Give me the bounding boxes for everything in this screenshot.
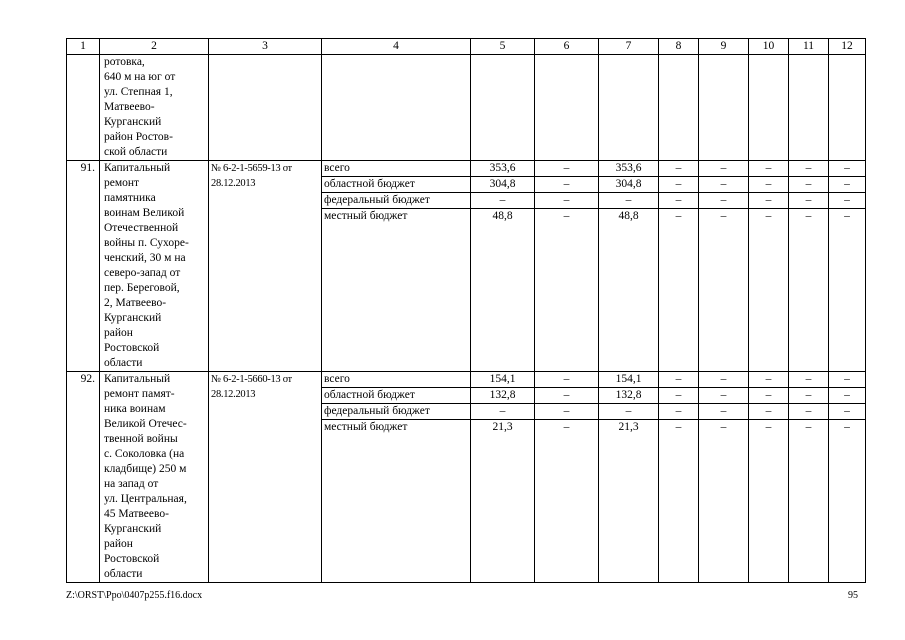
- amount-cell: –: [599, 404, 659, 420]
- text-line: кладбище) 250 м: [104, 463, 187, 475]
- amount-cell: 48,8: [471, 209, 535, 372]
- text-line: ул. Центральная,: [104, 493, 187, 505]
- file-path: Z:\ORST\Ppo\0407p255.f16.docx: [66, 590, 203, 601]
- text-line: 45 Матвеево-: [104, 508, 169, 520]
- text-line: 28.12.2013: [211, 389, 256, 400]
- amount-cell: –: [789, 177, 829, 193]
- text-line: Капитальный: [104, 373, 171, 385]
- amount-cell: –: [659, 161, 699, 177]
- amount-cell: –: [659, 177, 699, 193]
- amount-cell: –: [659, 388, 699, 404]
- funding-source: всего: [322, 372, 471, 388]
- amount-cell: –: [659, 193, 699, 209]
- amount-cell: –: [789, 388, 829, 404]
- header-row: [67, 39, 866, 55]
- header-cell: 9: [699, 39, 749, 55]
- amount-cell: –: [659, 372, 699, 388]
- amount-cell: 21,3: [599, 420, 659, 583]
- funding-source: областной бюджет: [322, 177, 471, 193]
- funding-source: федеральный бюджет: [322, 193, 471, 209]
- amount-cell: –: [829, 372, 866, 388]
- amount-cell: –: [699, 193, 749, 209]
- text-line: Ростовской: [104, 342, 160, 354]
- header-cell: 11: [789, 39, 829, 55]
- text-line: памятника: [104, 192, 156, 204]
- continuation-name: [100, 55, 209, 161]
- amount-cell: –: [535, 177, 599, 193]
- text-line: ника воинам: [104, 403, 166, 415]
- header-cell: 5: [471, 39, 535, 55]
- amount-cell: –: [789, 404, 829, 420]
- program-table: [66, 38, 866, 583]
- amount-cell: –: [535, 388, 599, 404]
- text-line: Курганский: [104, 116, 162, 128]
- amount-cell: –: [749, 372, 789, 388]
- text-line: ротовка,: [104, 56, 145, 68]
- funding-source: местный бюджет: [322, 420, 471, 583]
- text-line: северо-запад от: [104, 267, 181, 279]
- text-line: район: [104, 327, 133, 339]
- text-line: № 6-2-1-5659-13 от: [211, 163, 292, 174]
- text-line: воинам Великой: [104, 207, 185, 219]
- amount-cell: –: [699, 161, 749, 177]
- amount-cell: –: [699, 209, 749, 372]
- object-name: [100, 372, 209, 583]
- text-line: Матвеево-: [104, 101, 155, 113]
- amount-cell: 353,6: [599, 161, 659, 177]
- amount-cell: –: [535, 420, 599, 583]
- amount-cell: 154,1: [599, 372, 659, 388]
- text-line: области: [104, 568, 143, 580]
- amount-cell: –: [829, 161, 866, 177]
- text-line: области: [104, 357, 143, 369]
- funding-source: местный бюджет: [322, 209, 471, 372]
- approval-document: [209, 372, 322, 583]
- amount-cell: –: [699, 372, 749, 388]
- amount-cell: –: [699, 404, 749, 420]
- funding-source: всего: [322, 161, 471, 177]
- amount-cell: –: [535, 193, 599, 209]
- page-number: 95: [848, 590, 858, 601]
- text-line: войны п. Сухоре-: [104, 237, 189, 249]
- header-cell: 6: [535, 39, 599, 55]
- amount-cell: –: [829, 388, 866, 404]
- amount-cell: 132,8: [599, 388, 659, 404]
- text-line: Курганский: [104, 312, 162, 324]
- amount-cell: –: [829, 193, 866, 209]
- amount-cell: –: [749, 420, 789, 583]
- text-line: ремонт: [104, 177, 140, 189]
- amount-cell: –: [749, 388, 789, 404]
- header-cell: 8: [659, 39, 699, 55]
- amount-cell: –: [471, 404, 535, 420]
- text-line: Отечественной: [104, 222, 179, 234]
- amount-cell: –: [659, 404, 699, 420]
- amount-cell: –: [749, 404, 789, 420]
- amount-cell: –: [535, 161, 599, 177]
- text-line: Курганский: [104, 523, 162, 535]
- header-cell: 12: [829, 39, 866, 55]
- amount-cell: –: [699, 177, 749, 193]
- amount-cell: –: [829, 404, 866, 420]
- amount-cell: –: [659, 209, 699, 372]
- text-line: на запад от: [104, 478, 159, 490]
- text-line: район: [104, 538, 133, 550]
- text-line: ремонт памят-: [104, 388, 175, 400]
- header-cell: 7: [599, 39, 659, 55]
- amount-cell: –: [789, 372, 829, 388]
- funding-source: областной бюджет: [322, 388, 471, 404]
- amount-cell: –: [749, 177, 789, 193]
- text-line: ской области: [104, 146, 168, 158]
- text-line: № 6-2-1-5660-13 от: [211, 374, 292, 385]
- text-line: Ростовской: [104, 553, 160, 565]
- amount-cell: –: [749, 193, 789, 209]
- object-name: [100, 161, 209, 372]
- amount-cell: –: [829, 177, 866, 193]
- table-row: [67, 372, 866, 388]
- amount-cell: –: [829, 209, 866, 372]
- header-cell: 3: [209, 39, 322, 55]
- continuation-row: [67, 55, 866, 161]
- amount-cell: –: [599, 193, 659, 209]
- amount-cell: –: [535, 209, 599, 372]
- funding-source: федеральный бюджет: [322, 404, 471, 420]
- amount-cell: –: [535, 404, 599, 420]
- text-line: 28.12.2013: [211, 178, 256, 189]
- amount-cell: 21,3: [471, 420, 535, 583]
- header-cell: 4: [322, 39, 471, 55]
- amount-cell: 304,8: [471, 177, 535, 193]
- header-cell: 2: [100, 39, 209, 55]
- amount-cell: –: [749, 209, 789, 372]
- text-line: твенной войны: [104, 433, 178, 445]
- row-number: 92.: [67, 372, 100, 583]
- amount-cell: –: [789, 161, 829, 177]
- amount-cell: –: [749, 161, 789, 177]
- text-line: ул. Степная 1,: [104, 86, 173, 98]
- text-line: 2, Матвеево-: [104, 297, 167, 309]
- amount-cell: –: [789, 193, 829, 209]
- amount-cell: 154,1: [471, 372, 535, 388]
- amount-cell: –: [829, 420, 866, 583]
- amount-cell: –: [699, 420, 749, 583]
- text-line: Великой Отечес-: [104, 418, 187, 430]
- amount-cell: –: [789, 209, 829, 372]
- text-line: с. Соколовка (на: [104, 448, 185, 460]
- approval-document: [209, 161, 322, 372]
- amount-cell: 304,8: [599, 177, 659, 193]
- amount-cell: –: [471, 193, 535, 209]
- table-row: [67, 161, 866, 177]
- amount-cell: 48,8: [599, 209, 659, 372]
- text-line: 640 м на юг от: [104, 71, 176, 83]
- amount-cell: –: [535, 372, 599, 388]
- text-line: пер. Береговой,: [104, 282, 180, 294]
- text-line: район Ростов-: [104, 131, 173, 143]
- header-cell: 1: [67, 39, 100, 55]
- amount-cell: 132,8: [471, 388, 535, 404]
- text-line: Капитальный: [104, 162, 171, 174]
- text-line: ченский, 30 м на: [104, 252, 186, 264]
- header-cell: 10: [749, 39, 789, 55]
- amount-cell: –: [659, 420, 699, 583]
- amount-cell: 353,6: [471, 161, 535, 177]
- row-number: 91.: [67, 161, 100, 372]
- amount-cell: –: [699, 388, 749, 404]
- amount-cell: –: [789, 420, 829, 583]
